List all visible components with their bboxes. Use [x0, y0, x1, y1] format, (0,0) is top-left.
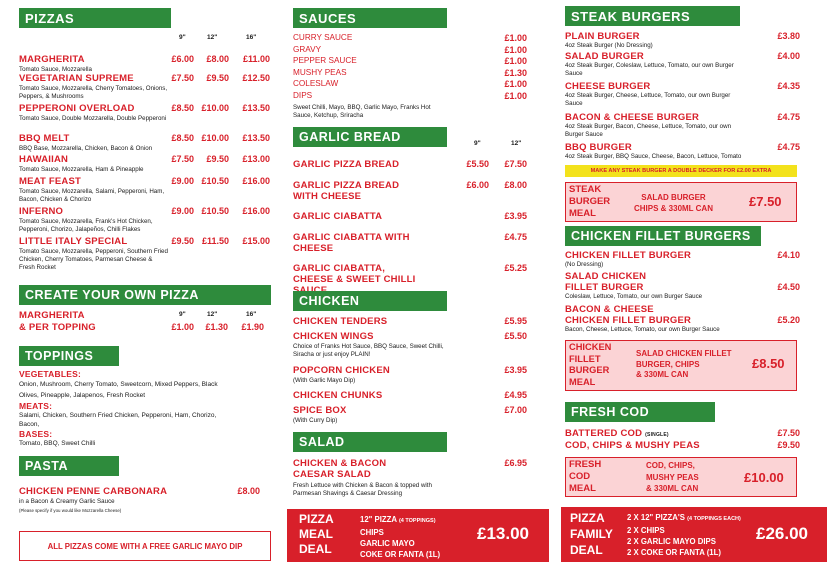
fillet-meal-items	[636, 349, 732, 381]
fillet-burger-desc: (No Dressing)	[565, 261, 604, 268]
sauce-item-name: PEPPER SAUCE	[293, 56, 357, 66]
garlic-bread-price-12: £5.25	[504, 263, 527, 273]
section-header-chicken	[293, 291, 447, 311]
salad-price: £6.95	[504, 458, 527, 468]
section-header-create-your-own	[19, 285, 271, 305]
pasta-item-name: CHICKEN PENNE CARBONARA	[19, 486, 168, 497]
chicken-item-name: SPICE BOX	[293, 405, 347, 416]
topping-text-meats: Salami, Chicken, Southern Fried Chicken, Pepperoni, Ham, Chorizo, Bacon,	[19, 412, 217, 428]
pizza-price-12: £10.00	[201, 103, 229, 113]
chicken-title: CHICKEN	[299, 294, 360, 308]
dips-desc: Sweet Chilli, Mayo, BBQ, Garlic Mayo, Franks Hot Sauce, Ketchup, Sriracha	[293, 104, 431, 119]
family-deal-l2: FAMILY	[570, 527, 613, 541]
steak-burger-name: CHEESE BURGER	[565, 81, 651, 92]
garlic-bread-price-9: £6.00	[466, 180, 489, 190]
cod-meal-i3: & 330ML CAN	[646, 484, 699, 493]
steak-burger-name: BBQ BURGER	[565, 142, 632, 153]
create-title: CREATE YOUR OWN PIZZA	[25, 288, 199, 302]
pizza-item-desc: Tomato Sauce, Mozzarella, Ham & Pineapple	[19, 166, 144, 173]
steak-title: STEAK BURGERS	[571, 8, 691, 24]
pizza-price-16: £11.00	[242, 54, 270, 64]
cod-item-price: £7.50	[777, 428, 800, 438]
salad-desc: Fresh Lettuce with Chicken & Bacon & topped with Parmesan Shavings & Caesar Dressing	[293, 482, 432, 497]
steak-burger-price: £4.75	[777, 112, 800, 122]
create-size-9: 9"	[179, 311, 186, 318]
chicken-fillet-meal-box	[565, 340, 797, 391]
section-header-steak-burgers	[565, 6, 740, 26]
pizza-price-12: £9.50	[206, 154, 229, 164]
garlic-bread-price-12: £7.50	[504, 159, 527, 169]
pizza-price-16: £16.00	[242, 206, 270, 216]
pizza-item-name: MEAT FEAST	[19, 176, 81, 187]
pizza-meal-items	[360, 514, 440, 560]
sauce-item-price: £1.00	[504, 44, 527, 55]
salad-name-line-1: CHICKEN & BACON	[293, 458, 387, 469]
create-price-9: £1.00	[171, 322, 194, 332]
create-price-16: £1.90	[241, 322, 264, 332]
steak-meal-l1: STEAK	[569, 184, 602, 195]
pizza-price-9: £6.00	[171, 54, 194, 64]
sauce-item-name: CURRY SAUCE	[293, 33, 353, 42]
steak-burger-price: £3.80	[777, 31, 800, 41]
fillet-burger-price: £4.10	[777, 250, 800, 260]
steak-burger-name: SALAD BURGER	[565, 51, 644, 62]
fillet-burger-name: CHICKEN FILLET BURGER	[565, 250, 692, 261]
fillet-meal-l1: CHICKEN	[569, 342, 612, 352]
garlic-bread-price-12: £8.00	[504, 180, 527, 190]
pizza-item-name: MARGHERITA	[19, 54, 85, 65]
size-header-16: 16"	[246, 34, 257, 41]
pizza-price-16: £12.50	[242, 73, 270, 83]
fillet-meal-i1: SALAD CHICKEN FILLET	[636, 349, 732, 358]
chicken-item-price: £5.50	[504, 331, 527, 341]
pizza-price-16: £13.50	[242, 133, 270, 143]
sauce-item-name: MUSHY PEAS	[293, 67, 347, 77]
family-deal-i1-sub: (4 TOPPINGS EACH)	[687, 516, 741, 522]
cod-item-name-text: COD, CHIPS & MUSHY PEAS	[565, 440, 700, 451]
pizza-item-name: BBQ MELT	[19, 133, 70, 144]
topping-text-bases: Tomato, BBQ, Sweet Chilli	[19, 440, 96, 447]
double-decker-note-text: MAKE ANY STEAK BURGER A DOUBLE DECKER FOR £2.00 EXTRA	[590, 168, 772, 174]
fillet-burger-name: SALAD CHICKEN	[565, 271, 647, 282]
family-deal-i1: 2 X 12" PIZZA'S	[627, 513, 685, 522]
pizza-price-9: £7.50	[171, 73, 194, 83]
steak-meal-i2: CHIPS & 330ML CAN	[634, 204, 713, 213]
fillet-meal-l2: FILLET	[569, 353, 601, 364]
pizza-price-16: £15.00	[242, 236, 270, 246]
double-decker-note	[565, 165, 797, 177]
garlic-bread-item-name: GARLIC CIABATTA	[293, 211, 383, 222]
cod-item-price: £9.50	[777, 440, 800, 450]
section-header-pizzas	[19, 8, 171, 28]
section-header-fresh-cod	[565, 402, 715, 422]
cod-item-name-text: BATTERED COD	[565, 428, 643, 439]
garlic-bread-item-name: GARLIC CIABATTA, CHEESE & SWEET CHILLI	[293, 263, 416, 285]
steak-burger-name: BACON & CHEESE BURGER	[565, 112, 700, 123]
chicken-item-price: £3.95	[504, 365, 527, 375]
cod-meal-l3: MEAL	[569, 483, 596, 494]
size-header-9: 9"	[179, 34, 186, 41]
pizza-meal-i1: 12" PIZZA	[360, 515, 397, 524]
steak-burger-desc: 4oz Steak Burger, BBQ Sauce, Cheese, Bacon, Lettuce, Tomato	[565, 153, 742, 160]
cod-title: FRESH COD	[571, 405, 650, 419]
sauce-item-name: DIPS	[293, 91, 313, 100]
pizza-item-desc: BBQ Base, Mozzarella, Chicken, Bacon & Onion	[19, 145, 153, 152]
create-price-12: £1.30	[205, 322, 228, 332]
pizza-item-desc: Tomato Sauce, Mozzarella	[19, 66, 92, 73]
pizza-item-name: VEGETARIAN SUPREME	[19, 73, 134, 84]
fillet-meal-price: £8.50	[752, 356, 785, 371]
toppings-title: TOPPINGS	[25, 349, 94, 363]
steak-burger-price: £4.75	[777, 142, 800, 152]
pizza-price-9: £8.50	[171, 103, 194, 113]
chicken-item-name: POPCORN CHICKEN	[293, 365, 390, 376]
cod-meal-price: £10.00	[744, 470, 784, 485]
family-deal-l3: DEAL	[570, 543, 603, 557]
fillet-meal-i2: BURGER, CHIPS	[636, 359, 700, 369]
cod-meal-l1: FRESH	[569, 459, 602, 470]
cod-item-size: (SINGLE)	[645, 432, 669, 438]
pasta-title: PASTA	[25, 459, 69, 473]
family-deal-label	[570, 510, 613, 558]
garlic-size-12: 12"	[511, 140, 522, 147]
steak-burger-meal-box	[565, 182, 797, 222]
pizza-price-12: £10.50	[201, 176, 229, 186]
fillet-burger-name: BACON & CHEESE	[565, 304, 654, 315]
salad-name-line-2: CAESAR SALAD	[293, 469, 371, 480]
section-header-salad	[293, 432, 447, 452]
steak-meal-price: £7.50	[749, 194, 782, 209]
pasta-item-note: (Please specify if you would like Mozzarella Cheese)	[19, 508, 122, 513]
chicken-item-price: £5.95	[504, 316, 527, 326]
create-line-1: MARGHERITA	[19, 310, 85, 321]
pizza-price-12: £10.00	[201, 133, 229, 143]
chicken-item-desc: (With Garlic Mayo Dip)	[293, 377, 356, 384]
family-deal-i3: 2 X GARLIC MAYO DIPS	[627, 537, 716, 546]
section-header-toppings	[19, 346, 119, 366]
pizza-item-desc: Tomato Sauce, Mozzarella, Pepperoni, Southern Fried Chicken, Cherry Tomatoes, Parmesan Cheese & Fresh Rocket	[19, 248, 168, 271]
steak-meal-l3: MEAL	[569, 208, 596, 219]
chicken-item-desc: (With Curry Dip)	[293, 417, 338, 424]
fillet-meal-l3: BURGER	[569, 365, 610, 375]
steak-burger-price: £4.35	[777, 81, 800, 91]
fillet-burger-name-line-2: FILLET BURGER	[565, 282, 644, 293]
create-size-16: 16"	[246, 311, 257, 318]
garlic-size-9: 9"	[474, 140, 481, 147]
salad-title: SALAD	[299, 435, 345, 449]
fillet-burger-price: £5.20	[777, 315, 800, 325]
pizza-meal-l2: MEAL	[299, 527, 333, 541]
pizza-price-16: £13.50	[242, 103, 270, 113]
column-left	[0, 0, 272, 570]
sauce-item-price: £1.00	[504, 56, 527, 67]
pizza-price-16: £13.00	[242, 154, 270, 164]
pizza-price-9: £9.00	[171, 176, 194, 186]
pizza-meal-price: £13.00	[477, 524, 529, 543]
pizza-meal-i4: COKE OR FANTA (1L)	[360, 550, 441, 559]
chicken-item-price: £4.95	[504, 390, 527, 400]
steak-burger-name: PLAIN BURGER	[565, 31, 640, 42]
section-header-pasta	[19, 456, 119, 476]
pizza-item-desc: Tomato Sauce, Mozzarella, Cherry Tomatoes, Onions, Peppers, & Mushrooms	[19, 85, 168, 100]
column-right	[560, 0, 828, 570]
pizza-price-9: £9.00	[171, 206, 194, 216]
pizza-item-desc: Tomato Sauce, Mozzarella, Salami, Pepperoni, Ham, Bacon, Chicken & Chorizo	[19, 188, 165, 203]
create-size-12: 12"	[207, 311, 218, 318]
topping-label-vegetables: VEGETABLES:	[19, 369, 82, 379]
garlic-bread-price-12: £3.95	[504, 211, 527, 221]
section-header-chicken-fillet	[565, 226, 761, 246]
garlic-mayo-notice-text: ALL PIZZAS COME WITH A FREE GARLIC MAYO DIP	[47, 541, 243, 551]
sauce-item-price: £1.00	[504, 91, 527, 101]
pizza-meal-deal-label	[299, 512, 334, 557]
chicken-item-name: CHICKEN TENDERS	[293, 316, 388, 327]
steak-meal-label	[569, 184, 610, 220]
pizza-meal-i3: GARLIC MAYO	[360, 539, 415, 548]
steak-burger-desc: 4oz Steak Burger, Cheese, Lettuce, Tomato, our own Burger Sauce	[565, 92, 731, 107]
topping-text-vegetables: Onion, Mushroom, Cherry Tomato, Sweetcorn, Mixed Peppers, Black Olives, Pineapple, Jalapenos, Fresh Rocket	[19, 381, 218, 399]
pizza-meal-l3: DEAL	[299, 542, 332, 556]
family-deal-price: £26.00	[756, 524, 808, 543]
pizza-price-9: £7.50	[171, 154, 194, 164]
family-deal-i4: 2 X COKE OR FANTA (1L)	[627, 548, 721, 557]
pizza-price-16: £16.00	[242, 176, 270, 186]
steak-burger-desc: 4oz Steak Burger, Coleslaw, Lettuce, Tomato, our own Burger Sauce	[565, 62, 734, 77]
pizza-meal-deal-banner	[287, 509, 549, 562]
cod-meal-i1: COD, CHIPS,	[646, 461, 695, 470]
fillet-meal-i3: & 330ML CAN	[636, 370, 689, 379]
toppings-list	[19, 369, 224, 448]
create-line-2: & PER TOPPING	[19, 322, 96, 333]
cod-meal-label	[569, 459, 601, 495]
pizza-price-9: £8.50	[171, 133, 194, 143]
sauce-item-price: £1.30	[504, 67, 527, 78]
topping-label-bases: BASES:	[19, 429, 53, 439]
pizza-meal-i1-sub: (4 TOPPINGS)	[398, 518, 436, 524]
fillet-burger-desc: Bacon, Cheese, Lettuce, Tomato, our own Burger Sauce	[565, 326, 720, 333]
chicken-item-name: CHICKEN WINGS	[293, 331, 374, 342]
cod-item-name	[565, 440, 700, 451]
steak-burger-desc: 4oz Steak Burger, Bacon, Cheese, Lettuce, Tomato, our own Burger Sauce	[565, 123, 732, 138]
pizza-meal-l1: PIZZA	[299, 512, 334, 526]
sauces-title: SAUCES	[299, 10, 357, 26]
garlic-mayo-notice	[19, 531, 271, 561]
sauce-item-name: COLESLAW	[293, 79, 339, 89]
sauce-item-price: £1.00	[504, 33, 527, 43]
fillet-burger-desc: Coleslaw, Lettuce, Tomato, our own Burger Sauce	[565, 293, 703, 300]
family-deal-banner	[561, 507, 827, 562]
garlic-bread-item-name: GARLIC PIZZA BREAD	[293, 159, 400, 170]
pizza-item-desc: Tomato Sauce, Double Mozzarella, Double Pepperoni	[19, 115, 167, 122]
steak-meal-items	[634, 192, 713, 214]
cod-meal-i2: MUSHY PEAS	[646, 472, 699, 482]
steak-meal-l2: BURGER	[569, 196, 611, 207]
steak-meal-i1: SALAD BURGER	[641, 193, 706, 202]
pizza-meal-i2: CHIPS	[360, 528, 384, 537]
chicken-item-name: CHICKEN CHUNKS	[293, 390, 383, 401]
garlic-bread-item-name: GARLIC PIZZA BREAD WITH CHEESE	[293, 180, 400, 202]
fillet-title: CHICKEN FILLET BURGERS	[571, 229, 751, 243]
pizza-price-12: £9.50	[206, 73, 229, 83]
pizza-item-name: LITTLE ITALY SPECIAL	[19, 236, 128, 247]
fillet-meal-l4: MEAL	[569, 376, 596, 387]
pizza-price-12: £8.00	[206, 54, 229, 64]
garlic-bread-price-12: £4.75	[504, 232, 527, 242]
size-header-12: 12"	[207, 34, 218, 41]
fillet-burger-price: £4.50	[777, 282, 800, 292]
fillet-burger-name-line-2: CHICKEN FILLET BURGER	[565, 315, 692, 326]
section-header-garlic-bread	[293, 127, 447, 147]
sauce-item-price: £1.00	[504, 79, 527, 90]
family-deal-i2: 2 X CHIPS	[627, 526, 665, 535]
steak-burger-desc: 4oz Steak Burger (No Dressing)	[565, 42, 653, 49]
pasta-item-desc: in a Bacon & Creamy Garlic Sauce	[19, 498, 115, 505]
chicken-item-price: £7.00	[504, 405, 527, 415]
pasta-item-price: £8.00	[237, 486, 260, 496]
cod-meal-l2: COD	[569, 471, 591, 482]
garlic-bread-price-9: £5.50	[466, 159, 489, 169]
fresh-cod-meal-box	[565, 457, 797, 497]
topping-label-meats: MEATS:	[19, 401, 53, 411]
pizza-item-desc: Tomato Sauce, Mozzarella, Frank's Hot Chicken, Pepperoni, Chorizo, Jalapeños, Chilli Flakes	[19, 218, 153, 233]
pizza-item-name: HAWAIIAN	[19, 154, 69, 165]
fillet-meal-label	[569, 342, 611, 388]
garlic-bread-title: GARLIC BREAD	[299, 130, 401, 144]
chicken-item-desc: Choice of Franks Hot Sauce, BBQ Sauce, Sweet Chilli, Siracha or just enjoy PLAIN!	[293, 343, 444, 358]
sauce-item-name: GRAVY	[293, 44, 322, 54]
cod-meal-items	[646, 460, 699, 495]
steak-burger-price: £4.00	[777, 51, 800, 61]
column-middle	[287, 0, 549, 570]
pizza-item-name: PEPPERONI OVERLOAD	[19, 103, 135, 114]
pizza-price-9: £9.50	[171, 236, 194, 246]
pizza-price-12: £10.50	[201, 206, 229, 216]
garlic-bread-item-name: GARLIC CIABATTA WITH CHEESE	[293, 232, 410, 254]
family-deal-items	[627, 512, 741, 558]
section-header-sauces	[293, 8, 447, 28]
pizza-item-name: INFERNO	[19, 206, 64, 217]
family-deal-l1: PIZZA	[570, 511, 605, 525]
pizza-price-12: £11.50	[201, 236, 229, 246]
pizzas-title: PIZZAS	[25, 10, 75, 26]
